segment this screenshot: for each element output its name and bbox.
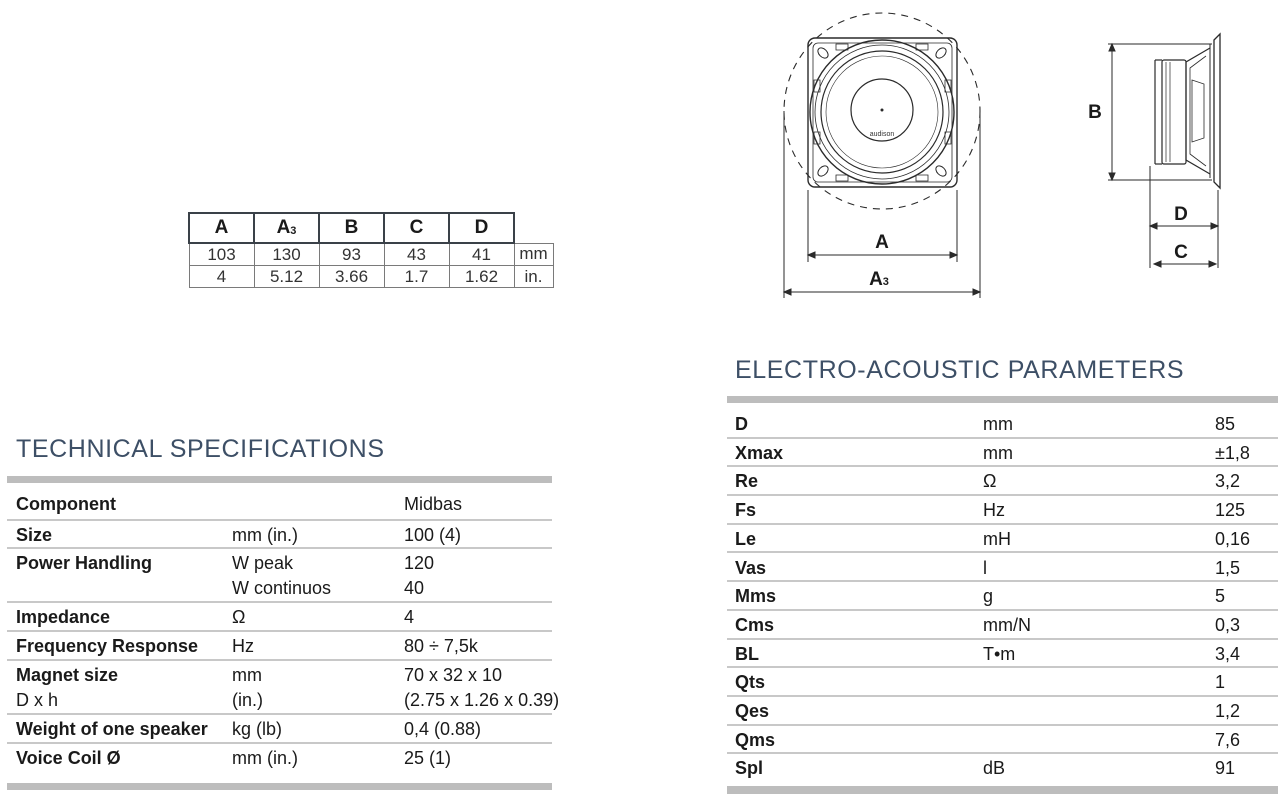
table-row: [727, 726, 1278, 755]
table-row: [7, 632, 552, 661]
param-unit: mm: [983, 442, 1013, 463]
technical-specifications-table: [7, 476, 560, 796]
speaker-dimension-drawing: [0, 0, 1282, 340]
param-label: Qts: [735, 672, 766, 693]
param-value: ±1,8: [1215, 442, 1250, 463]
dimension-c-label: C: [1174, 242, 1188, 263]
spec-unit: W continuos: [232, 578, 332, 598]
param-value: 1,5: [1215, 557, 1241, 578]
param-label: Vas: [735, 557, 767, 578]
dim-header-c: C: [384, 213, 449, 243]
mount-hole-icon: [934, 46, 948, 60]
param-value: 5: [1215, 586, 1226, 607]
dim-value: 3.66: [319, 266, 384, 288]
table-row: [727, 697, 1278, 726]
param-unit: mH: [983, 528, 1011, 549]
spec-label: Frequency Response: [16, 636, 199, 656]
dimension-a-label: A: [875, 232, 889, 253]
param-label: Cms: [735, 614, 775, 635]
param-value: 3,2: [1215, 471, 1241, 492]
spec-unit: W peak: [232, 553, 294, 573]
param-unit: mm/N: [983, 614, 1031, 635]
spec-unit: mm: [232, 665, 262, 685]
dim-value: 1.62: [449, 266, 514, 288]
param-label: Re: [735, 471, 759, 492]
spec-value: (2.75 x 1.26 x 0.39): [404, 690, 560, 710]
table-row: [7, 744, 552, 773]
spec-unit: Hz: [232, 636, 254, 656]
spec-unit: kg (lb): [232, 719, 283, 739]
param-value: 1,2: [1215, 701, 1241, 721]
dim-value: 103: [189, 243, 254, 266]
table-row: [727, 410, 1278, 439]
spec-value: 4: [404, 607, 415, 627]
brand-logo: audison: [869, 131, 895, 138]
spec-value: 0,4 (0.88): [404, 719, 482, 739]
param-unit: T•m: [983, 643, 1016, 664]
param-value: 85: [1215, 414, 1236, 434]
param-value: 0,16: [1215, 528, 1251, 549]
spec-label: Magnet size: [16, 665, 119, 685]
electro-acoustic-parameters-table: [727, 396, 1278, 794]
spec-unit: mm (in.): [232, 748, 298, 768]
technical-bottom-rule: [7, 783, 552, 790]
dim-value: 41: [449, 243, 514, 266]
param-label: Le: [735, 528, 757, 549]
dimension-d-label: D: [1174, 204, 1188, 225]
param-unit: mm: [983, 414, 1013, 434]
dim-header-d: D: [449, 213, 514, 243]
table-row: [727, 582, 1278, 611]
param-label: Mms: [735, 586, 777, 607]
table-row: [7, 603, 552, 632]
table-row: [727, 467, 1278, 496]
param-unit: Hz: [983, 500, 1005, 521]
param-value: 0,3: [1215, 614, 1241, 635]
table-row: [727, 640, 1278, 669]
spec-label: D x h: [16, 690, 59, 710]
spec-label: Component: [16, 494, 116, 514]
spec-value: 120: [404, 553, 435, 573]
spec-value: 80 ÷ 7,5k: [404, 636, 478, 656]
spec-unit: (in.): [232, 690, 263, 710]
electro-acoustic-parameters-title: ELECTRO-ACOUSTIC PARAMETERS: [735, 356, 1185, 384]
dim-value: 1.7: [384, 266, 449, 288]
spec-unit: mm (in.): [232, 525, 298, 545]
spec-label: Weight of one speaker: [16, 719, 208, 739]
param-label: Fs: [735, 500, 757, 521]
param-value: 7,6: [1215, 729, 1241, 750]
dim-unit: mm: [514, 243, 553, 266]
speaker-side-view: [1155, 34, 1220, 188]
table-row: [7, 490, 552, 521]
spec-label: Impedance: [16, 607, 111, 627]
spec-label: Size: [16, 525, 53, 545]
param-value: 1: [1215, 672, 1226, 693]
dim-header-a: A: [189, 213, 254, 243]
dimensions-table: [188, 212, 554, 288]
dim-value: 130: [254, 243, 319, 266]
speaker-frame: [808, 38, 957, 187]
param-label: BL: [735, 643, 759, 664]
dimension-b-line: [1108, 44, 1212, 180]
technical-specifications-title: TECHNICAL SPECIFICATIONS: [16, 435, 385, 463]
param-unit: dB: [983, 758, 1006, 779]
table-row: [727, 525, 1278, 554]
electro-bottom-rule: [727, 786, 1278, 794]
spec-value: 40: [404, 578, 425, 598]
dimension-a3-label: A3: [869, 269, 889, 290]
param-label: Xmax: [735, 442, 784, 463]
table-row: [727, 611, 1278, 640]
table-row: [7, 715, 552, 744]
table-row: [7, 549, 552, 603]
spec-label: Power Handling: [16, 553, 153, 573]
param-unit: Ω: [983, 471, 997, 492]
dim-value: 4: [189, 266, 254, 288]
mount-hole-icon: [816, 164, 830, 178]
dimension-b-label: B: [1088, 102, 1102, 123]
param-value: 125: [1215, 500, 1246, 521]
dim-header-b: B: [319, 213, 384, 243]
param-label: Qes: [735, 701, 770, 721]
speaker-front-view: [784, 13, 980, 209]
spec-value: 25 (1): [404, 748, 452, 768]
dim-value: 5.12: [254, 266, 319, 288]
dim-header-a3: A3: [254, 213, 319, 243]
spec-value: 100 (4): [404, 525, 462, 545]
dimensions-row-in: [189, 266, 553, 288]
table-row: [727, 754, 1278, 783]
spec-unit: Ω: [232, 607, 246, 627]
mount-hole-icon: [816, 46, 830, 60]
param-unit: g: [983, 586, 994, 607]
table-row: [727, 496, 1278, 525]
dimensions-header-row: [189, 213, 553, 243]
table-row: [727, 439, 1278, 468]
param-unit: l: [983, 557, 987, 578]
table-row: [7, 661, 560, 715]
spec-value: Midbas: [404, 494, 463, 514]
param-value: 91: [1215, 758, 1236, 779]
mount-hole-icon: [934, 164, 948, 178]
param-label: Spl: [735, 758, 764, 779]
spec-value: 70 x 32 x 10: [404, 665, 503, 685]
dim-unit: in.: [514, 266, 553, 288]
dim-value: 93: [319, 243, 384, 266]
param-label: D: [735, 414, 748, 434]
table-row: [7, 521, 552, 549]
table-row: [727, 668, 1278, 697]
dim-value: 43: [384, 243, 449, 266]
spec-label: Voice Coil Ø: [16, 748, 121, 768]
param-label: Qms: [735, 729, 776, 750]
param-value: 3,4: [1215, 643, 1241, 664]
table-row: [727, 554, 1278, 583]
dimensions-row-mm: [189, 243, 553, 266]
